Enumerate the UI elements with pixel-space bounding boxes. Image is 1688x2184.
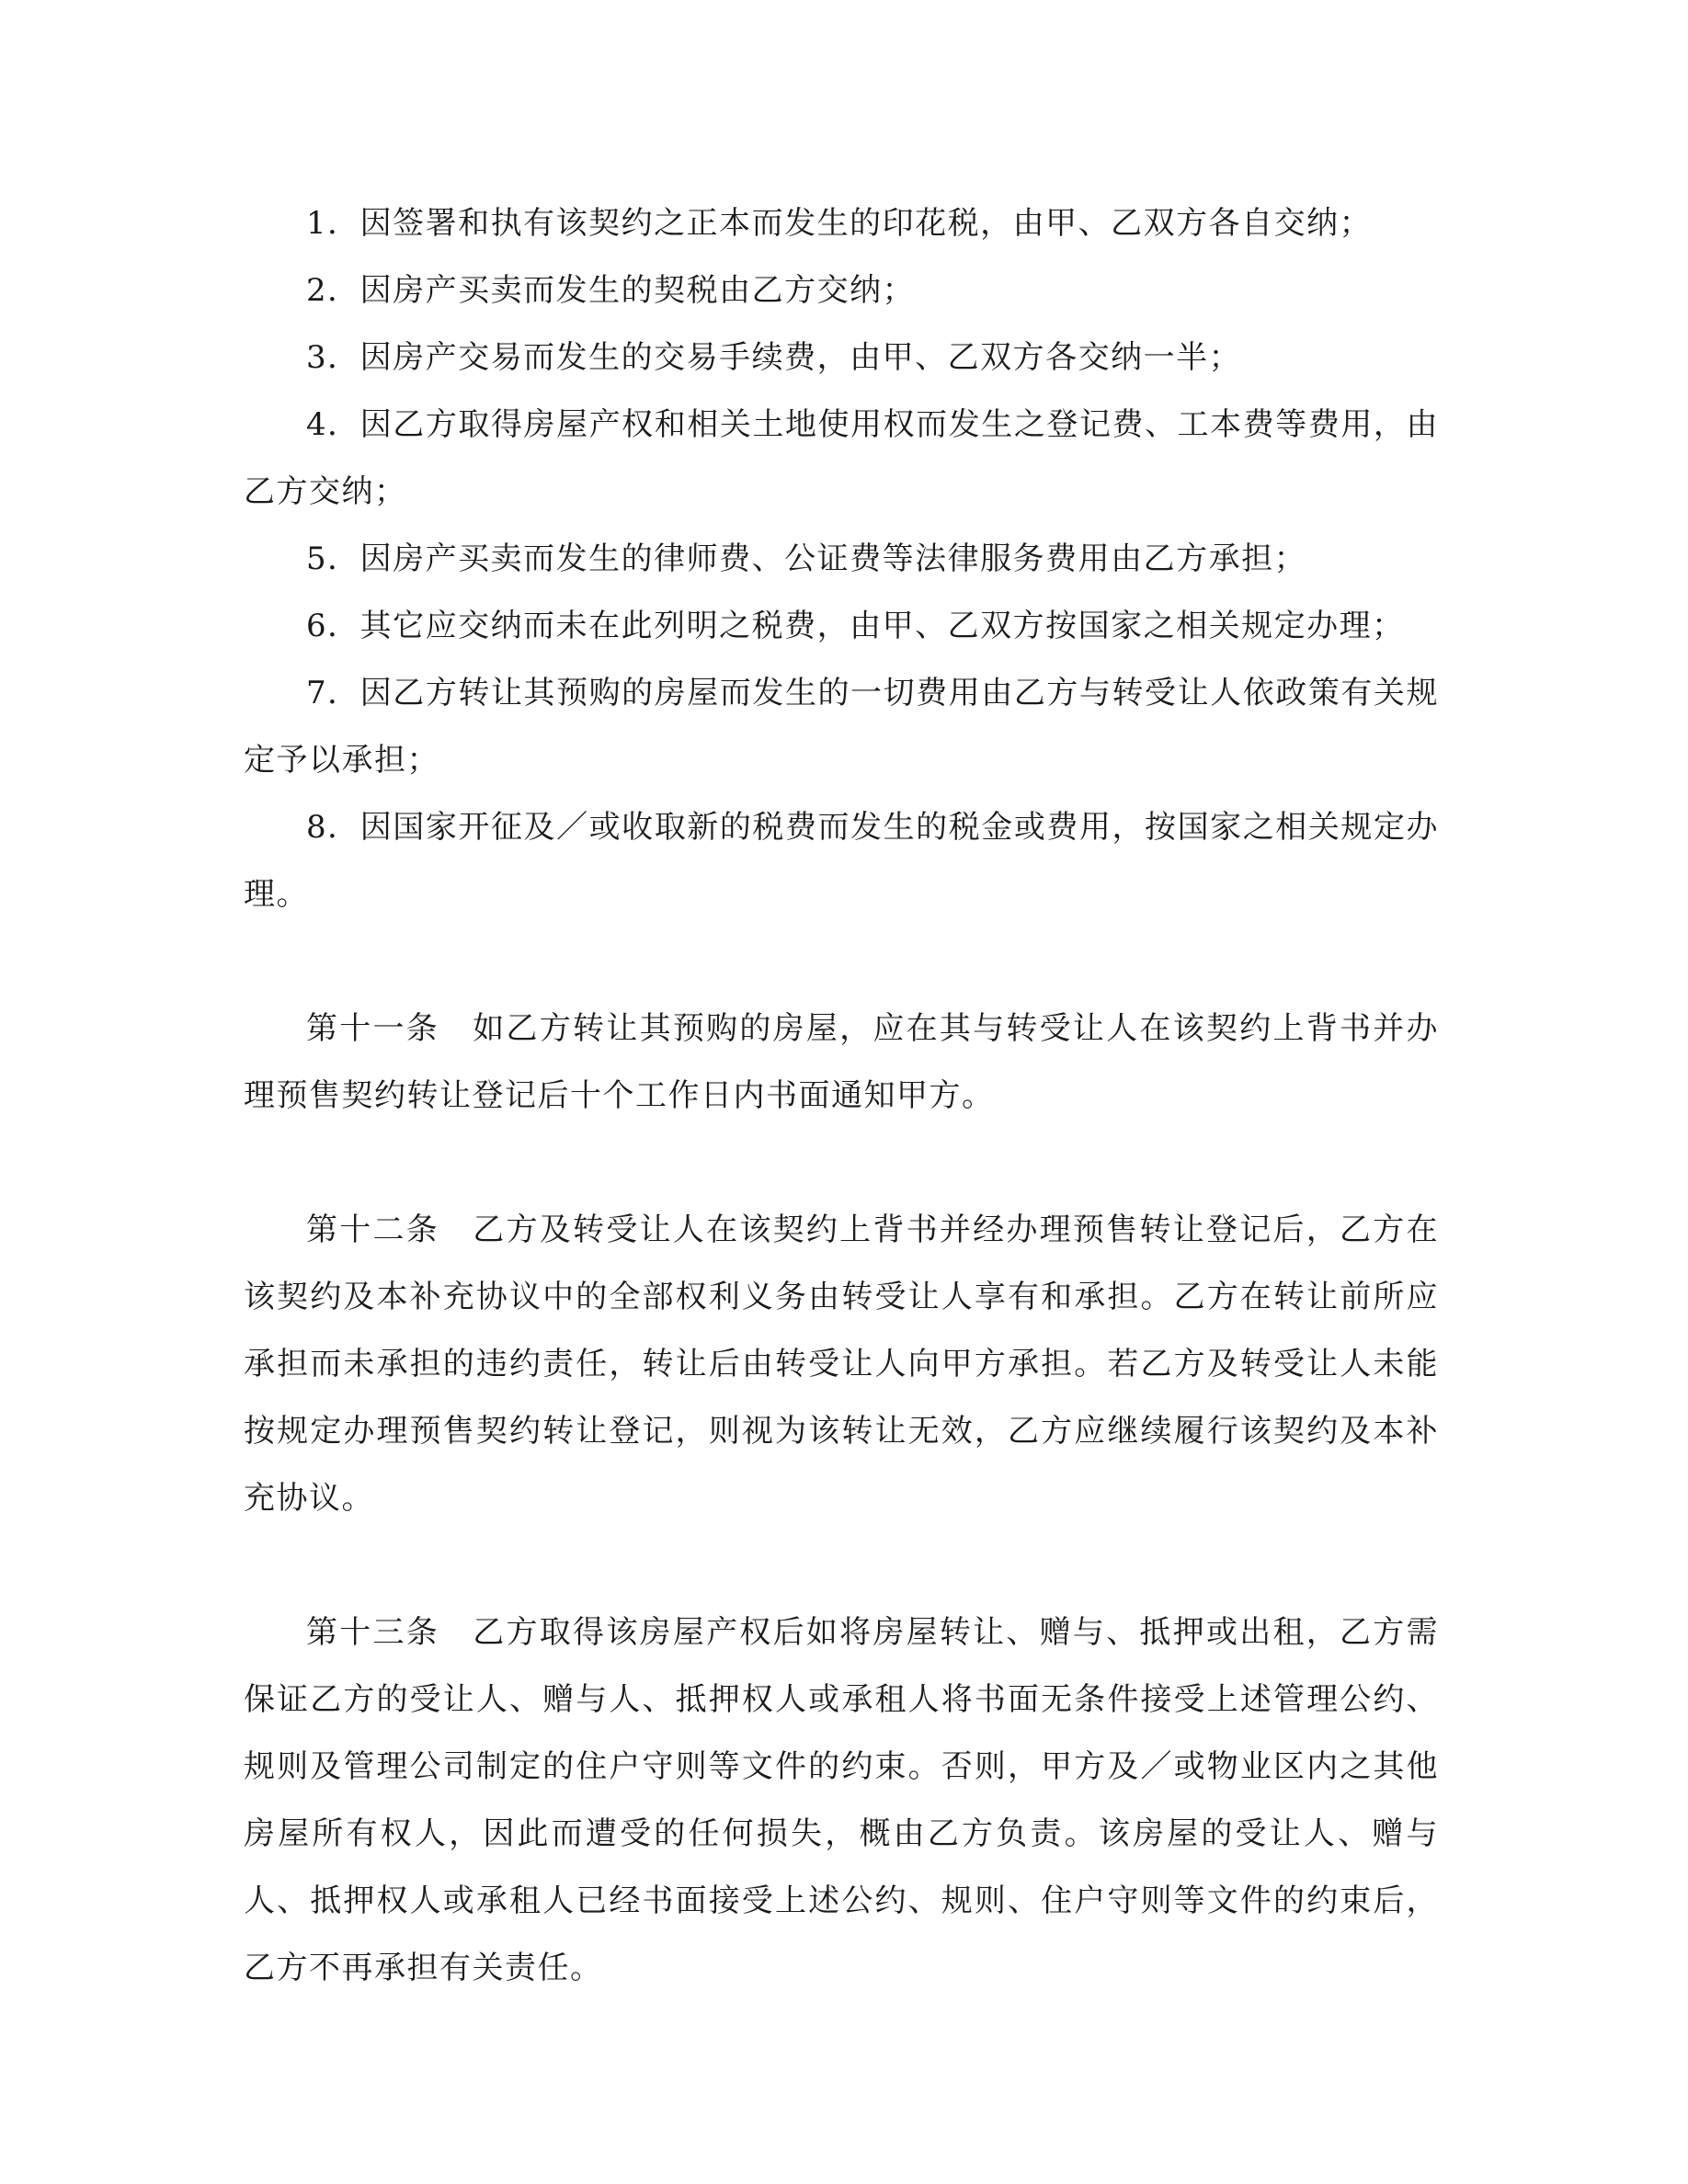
fee-item-6: 6．其它应交纳而未在此列明之税费，由甲、乙双方按国家之相关规定办理； (306, 608, 1405, 644)
paragraph-gap (244, 928, 1439, 995)
fee-item-8: 8．因国家开征及／或收取新的税费而发生的税金或费用，按国家之相关规定办理。 (244, 809, 1439, 913)
article-11: 第十一条 如乙方转让其预购的房屋，应在其与转受让人在该契约上背书并办理预售契约转让登记后十个工作日内书面通知甲方。 (244, 1010, 1439, 1114)
paragraph-gap (244, 1130, 1439, 1197)
paragraph-gap (244, 1532, 1439, 1599)
article-13: 第十三条 乙方取得该房屋产权后如将房屋转让、赠与、抵押或出租，乙方需保证乙方的受让人、赠与人、抵押权人或承租人将书面无条件接受上述管理公约、规则及管理公司制定的住户守则等文件的约束。否则，甲方及／或物业区内之其他房屋所有权人，因此而遭受的任何损失，概由乙方负责。该房屋的受让人、赠与人、抵押权人或承租人已经书面接受上述公约、规则、住户守则等文件的约束后，乙方不再承担有关责任。 (244, 1614, 1439, 1986)
fee-item-2: 2．因房产买卖而发生的契税由乙方交纳； (306, 272, 916, 309)
fee-item-7: 7．因乙方转让其预购的房屋而发生的一切费用由乙方与转受让人依政策有关规定予以承担； (244, 675, 1439, 779)
fee-item-3: 3．因房产交易而发生的交易手续费，由甲、乙双方各交纳一半； (306, 339, 1242, 376)
article-12: 第十二条 乙方及转受让人在该契约上背书并经办理预售转让登记后，乙方在该契约及本补充协议中的全部权利义务由转受让人享有和承担。乙方在转让前所应承担而未承担的违约责任，转让后由转受让人向甲方承担。若乙方及转受让人未能按规定办理预售契约转让登记，则视为该转让无效，乙方应继续履行该契约及本补充协议。 (244, 1211, 1439, 1517)
document-page (244, 190, 1439, 2002)
fee-item-1: 1．因签署和执有该契约之正本而发生的印花税，由甲、乙双方各自交纳； (306, 205, 1373, 242)
fee-item-5: 5．因房产买卖而发生的律师费、公证费等法律服务费用由乙方承担； (306, 540, 1307, 577)
fee-item-4: 4．因乙方取得房屋产权和相关土地使用权而发生之登记费、工本费等费用，由乙方交纳； (244, 406, 1439, 510)
